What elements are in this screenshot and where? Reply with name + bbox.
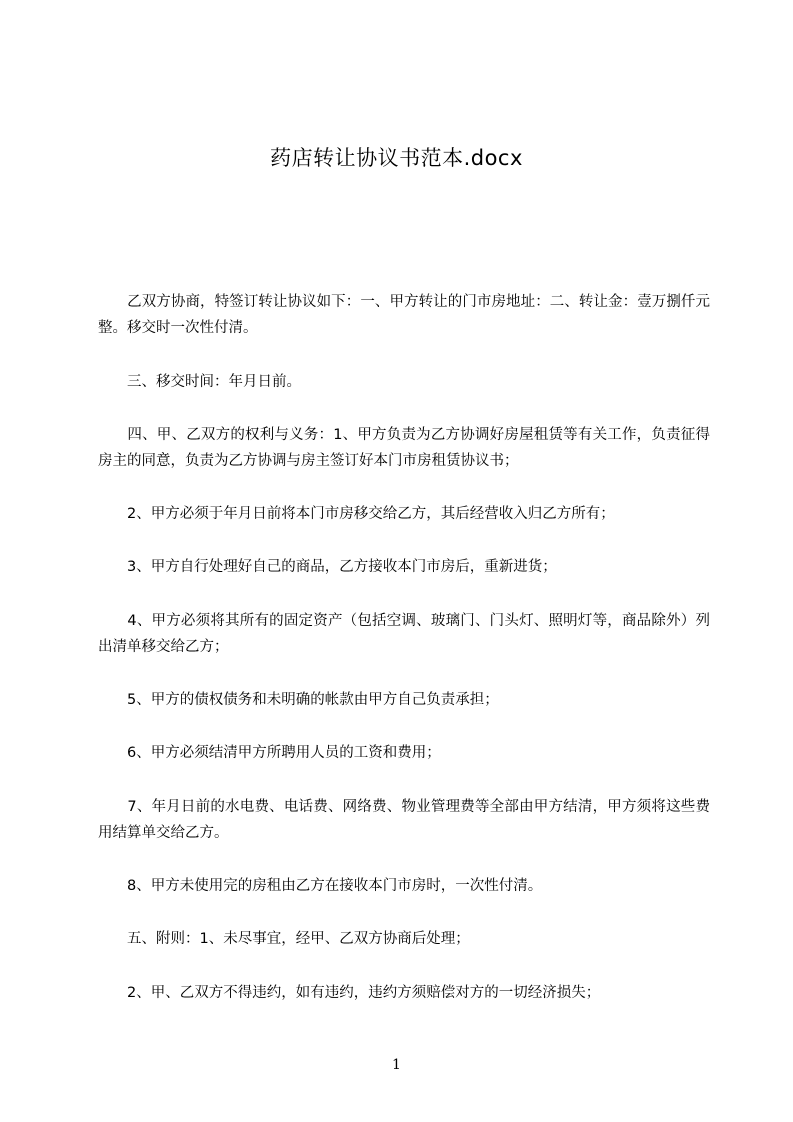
paragraph: 五、附则：1、未尽事宜，经甲、乙双方协商后处理； bbox=[98, 931, 470, 947]
paragraph: 7、年月日前的水电费、电话费、网络费、物业管理费等全部由甲方结清，甲方须将这些费用结算单交给乙方。 bbox=[98, 799, 710, 841]
paragraph: 乙双方协商，特签订转让协议如下：一、甲方转让的门市房地址：二、转让金：壹万捌仟元整。移交时一次性付清。 bbox=[98, 294, 710, 336]
paragraph: 四、甲、乙双方的权利与义务：1、甲方负责为乙方协调好房屋租赁等有关工作，负责征得房主的同意，负责为乙方协调与房主签订好本门市房租赁协议书； bbox=[98, 427, 710, 469]
document-title: 药店转让协议书范本.docx bbox=[270, 146, 523, 170]
paragraph: 6、甲方必须结清甲方所聘用人员的工资和费用； bbox=[98, 745, 441, 761]
paragraph: 3、甲方自行处理好自己的商品，乙方接收本门市房后，重新进货； bbox=[98, 559, 557, 575]
paragraph: 8、甲方未使用完的房租由乙方在接收本门市房时，一次性付清。 bbox=[98, 878, 543, 894]
page-number: 1 bbox=[392, 1057, 401, 1073]
paragraph: 4、甲方必须将其所有的固定资产（包括空调、玻璃门、门头灯、照明灯等，商品除外）列出清单移交给乙方； bbox=[98, 613, 710, 655]
paragraph: 三、移交时间：年月日前。 bbox=[98, 374, 301, 390]
paragraph: 5、甲方的债权债务和未明确的帐款由甲方自己负责承担； bbox=[98, 692, 499, 708]
paragraph: 2、甲方必须于年月日前将本门市房移交给乙方，其后经营收入归乙方所有； bbox=[98, 506, 615, 522]
paragraph: 2、甲、乙双方不得违约，如有违约，违约方须赔偿对方的一切经济损失； bbox=[98, 985, 601, 1001]
